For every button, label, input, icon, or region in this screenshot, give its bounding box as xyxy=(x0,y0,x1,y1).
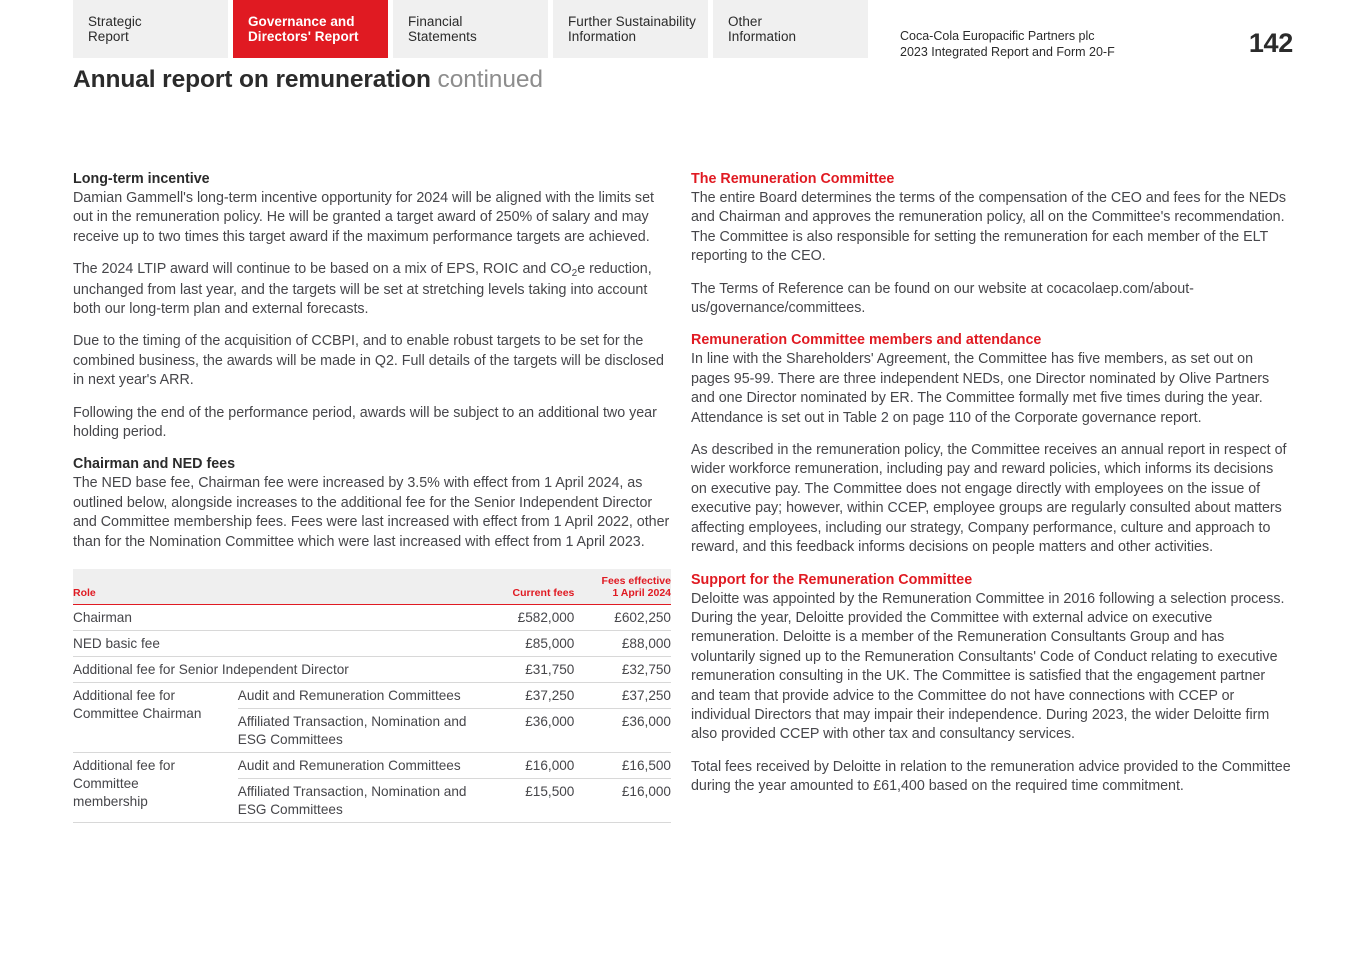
section-tab-bar xyxy=(73,0,873,58)
cell-new-fee: £88,000 xyxy=(574,631,671,657)
ltip-text-after-subscript: e reduction, unchanged from last year, and the targets will be set at stretching levels taking into account both our long-term plan and external forecasts. xyxy=(73,261,652,318)
cell-current-fee: £37,250 xyxy=(469,683,575,709)
col-header-fees-effective-line2: 1 April 2024 xyxy=(612,587,671,600)
paragraph-long-term-incentive-1: Damian Gammell's long-term incentive opportunity for 2024 will be aligned with the limits set out in the remuneration policy. He will be granted a target award of 250% of salary and may receive up to two times this target award if the maximum performance targets are achieved. xyxy=(73,190,654,245)
cell-role-line2: Committee Chairman xyxy=(73,705,202,721)
heading-support-for-the-committee: Support for the Remuneration Committee xyxy=(691,571,973,588)
cell-role-line1: Additional fee for xyxy=(73,687,176,703)
paragraph-ltip-award xyxy=(73,260,671,319)
paragraph-holding-period: Following the end of the performance period, awards will be subject to an additional two year holding period. xyxy=(73,404,657,441)
tab-label-line2: Information xyxy=(568,29,637,44)
table-row xyxy=(73,657,671,683)
cell-role-senior-independent-director: Additional fee for Senior Independent Director xyxy=(73,657,469,683)
cell-role-committee-chairman xyxy=(73,683,238,753)
tab-financial-statements[interactable] xyxy=(393,0,548,58)
col-header-role: Role xyxy=(73,569,238,605)
document-identifier xyxy=(900,28,1115,60)
cell-new-fee: £16,500 xyxy=(574,753,671,779)
cell-detail-audit-and-remuneration: Audit and Remuneration Committees xyxy=(238,753,469,779)
tab-label-line1: Governance and xyxy=(248,13,355,29)
cell-new-fee: £32,750 xyxy=(574,657,671,683)
fee-table-body xyxy=(73,605,671,823)
cell-current-fee: £36,000 xyxy=(469,709,575,753)
cell-current-fee: £16,000 xyxy=(469,753,575,779)
page-header xyxy=(0,0,1365,58)
cell-current-fee: £31,750 xyxy=(469,657,575,683)
heading-chairman-and-ned-fees: Chairman and NED fees xyxy=(73,456,236,473)
fee-table-head xyxy=(73,569,671,605)
paragraph-ccbpi-timing: Due to the timing of the acquisition of CCBPI, and to enable robust targets to be set for the combined business, the awards will be made in Q2. Full details of the targets will be disclosed in next year's ARR. xyxy=(73,333,664,389)
col-header-fees-effective-line1: Fees effective xyxy=(601,575,671,588)
tab-label-line2: Information xyxy=(728,29,797,44)
cell-detail-audit-and-remuneration: Audit and Remuneration Committees xyxy=(238,683,469,709)
tab-label-line1: Other xyxy=(728,13,763,29)
paragraph-deloitte-appointment: Deloitte was appointed by the Remuneration Committee in 2016 following a selection process. During the year, Deloitte provided the Committee with external advice on executive remuneration. Deloitte is a member of the Remuneration Consultants Group and has voluntarily signed up to the Remuneration Consultants' Code of Conduct relating to executive remuneration consulting in the UK. The Committee is satisfied that the engagement partner and team that provide advice to the Committee do not have connections with CCEP or individual Directors that may impair their independence. During 2023, the wider Deloitte firm also provided CCEP with other tax and consultancy services. xyxy=(691,590,1285,743)
cell-detail-line1: Affiliated Transaction, Nomination and xyxy=(237,713,467,729)
cell-role-ned-basic-fee: NED basic fee xyxy=(73,631,469,657)
cell-new-fee: £37,250 xyxy=(574,683,671,709)
paragraph-wider-workforce-remuneration: As described in the remuneration policy, the Committee receives an annual report in respect of wider workforce remuneration, including pay and reward policies, which informs its decisions on executive pay. The Committee does not engage directly with employees on the issue of executive pay; however, within CCEP, employee groups are regularly consulted about matters affecting employees, including our strategy, Company performance, culture and approach to reward, and this feedback informs decisions on people matters and other activities. xyxy=(691,442,1287,556)
report-name: 2023 Integrated Report and Form 20-F xyxy=(900,45,1115,59)
cell-current-fee: £15,500 xyxy=(469,779,575,823)
heading-members-and-attendance: Remuneration Committee members and attendance xyxy=(691,332,1042,349)
tab-other-information[interactable] xyxy=(713,0,868,58)
paragraph-ned-fee-increase: The NED base fee, Chairman fee were increased by 3.5% with effect from 1 April 2024, as outlined below, alongside increases to the additional fee for the Senior Independent Director and Committee membership fees. Fees were last increased with effect from 1 April 2022, other than for the Nomination Committee which were last increased with effect from 1 April 2023. xyxy=(73,475,670,550)
tab-label-line2: Statements xyxy=(408,29,477,44)
co2-subscript: 2 xyxy=(571,268,578,280)
col-header-detail xyxy=(238,569,469,605)
company-name: Coca-Cola Europacific Partners plc xyxy=(900,29,1095,43)
cell-detail-affiliated-nomination-esg xyxy=(238,779,469,823)
tab-further-sustainability-information[interactable] xyxy=(553,0,708,58)
tab-governance-and-directors-report[interactable] xyxy=(233,0,388,58)
paragraph-total-fees-deloitte: Total fees received by Deloitte in relation to the remuneration advice provided to the Committee during the year amounted to £61,400 based on the required time commitment. xyxy=(691,758,1291,795)
cell-new-fee: £16,000 xyxy=(574,779,671,823)
table-row xyxy=(73,605,671,631)
fee-table-wrapper xyxy=(73,569,671,823)
tab-label-line1: Further Sustainability xyxy=(568,13,696,29)
left-column xyxy=(73,170,671,823)
cell-current-fee: £582,000 xyxy=(469,605,575,631)
cell-role-committee-membership xyxy=(73,753,238,823)
cell-detail-line1: Affiliated Transaction, Nomination and xyxy=(237,783,467,799)
cell-role-line3: membership xyxy=(73,793,148,809)
cell-detail-line2: ESG Committees xyxy=(237,731,343,747)
tab-label-line2: Directors' Report xyxy=(248,29,359,44)
cell-role-line1: Additional fee for xyxy=(73,757,176,773)
chairman-and-ned-fees-table xyxy=(73,569,671,823)
table-row xyxy=(73,683,671,709)
cell-detail-affiliated-nomination-esg xyxy=(238,709,469,753)
cell-role-line2: Committee xyxy=(73,775,139,791)
heading-long-term-incentive: Long-term incentive xyxy=(73,171,210,187)
paragraph-terms-of-reference: The Terms of Reference can be found on our website at cocacolaep.com/about-us/governance/committees. xyxy=(691,280,1194,317)
page-number: 142 xyxy=(1248,28,1293,58)
fee-table-header-row xyxy=(73,569,671,605)
table-row xyxy=(73,753,671,779)
heading-the-remuneration-committee: The Remuneration Committee xyxy=(691,171,895,187)
ltip-text-before-subscript: The 2024 LTIP award will continue to be based on a mix of EPS, ROIC and CO xyxy=(73,261,572,278)
cell-detail-line2: ESG Committees xyxy=(237,801,343,817)
cell-role-chairman: Chairman xyxy=(73,605,469,631)
col-header-fees-effective xyxy=(574,569,671,605)
paragraph-committee-membership: In line with the Shareholders' Agreement, the Committee has five members, as set out on pages 95-99. There are three independent NEDs, one Director nominated by Olive Partners and one Director nominated by ER. The Committee formally met five times during the year. Attendance is set out in Table 2 on page 110 of the Corporate governance report. xyxy=(691,351,1270,426)
tab-strategic-report[interactable] xyxy=(73,0,228,58)
cell-new-fee: £36,000 xyxy=(574,709,671,753)
table-row xyxy=(73,631,671,657)
page-title xyxy=(73,66,543,94)
paragraph-board-determines-terms: The entire Board determines the terms of the compensation of the CEO and fees for the NEDs and Chairman and approves the remuneration policy, all on the Committee's recommendation. The Committee is also responsible for setting the remuneration for each member of the ELT reporting to the CEO. xyxy=(691,190,1287,265)
page-title-main: Annual report on remuneration xyxy=(73,66,431,93)
col-header-current-fees: Current fees xyxy=(469,569,575,605)
page-title-continued: continued xyxy=(437,66,543,93)
tab-label-line1: Financial xyxy=(408,13,463,29)
cell-current-fee: £85,000 xyxy=(469,631,575,657)
tab-label-line2: Report xyxy=(88,29,129,44)
right-column xyxy=(691,170,1291,797)
tab-label-line1: Strategic xyxy=(88,13,142,29)
cell-new-fee: £602,250 xyxy=(574,605,671,631)
